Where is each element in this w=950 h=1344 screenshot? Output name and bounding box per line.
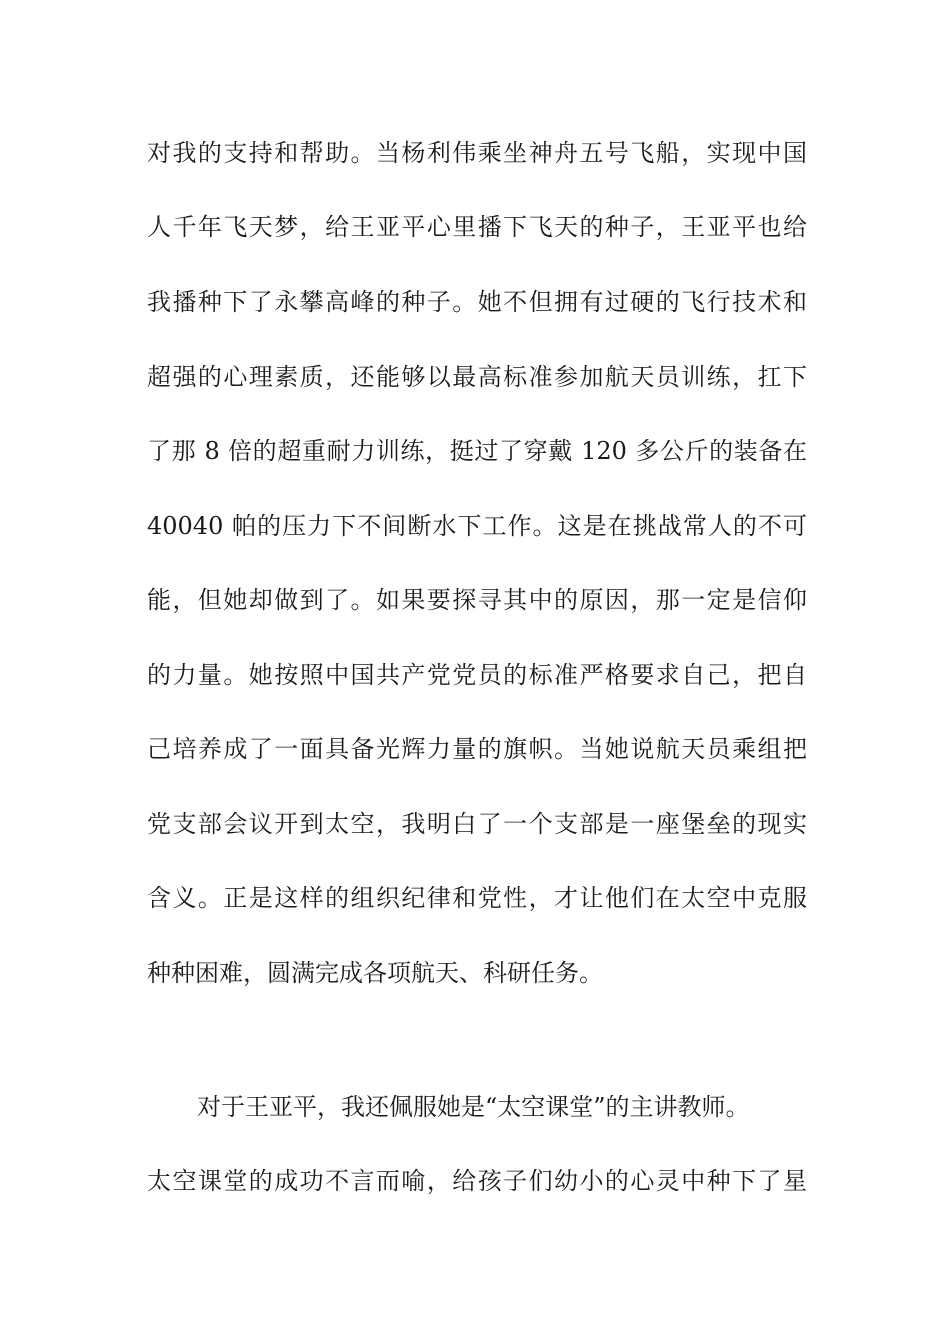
paragraph-1-line-10: 党支部会议开到太空，我明白了一个支部是一座堡垒的现实	[147, 810, 807, 838]
paragraph-1-line-6: 40040 帕的压力下不间断水下工作。这是在挑战常人的不可	[147, 512, 807, 540]
paragraph-1-line-7: 能，但她却做到了。如果要探寻其中的原因，那一定是信仰	[147, 586, 807, 614]
paragraph-2-line-2: 太空课堂的成功不言而喻，给孩子们幼小的心灵中种下了星	[147, 1167, 807, 1195]
paragraph-1-line-2: 人千年飞天梦，给王亚平心里播下飞天的种子，王亚平也给	[147, 213, 807, 241]
paragraph-1-line-9: 己培养成了一面具备光辉力量的旗帜。当她说航天员乘组把	[147, 735, 807, 763]
paragraph-1-line-1: 对我的支持和帮助。当杨利伟乘坐神舟五号飞船，实现中国	[147, 139, 807, 167]
paragraph-1-line-5: 了那 8 倍的超重耐力训练，挺过了穿戴 120 多公斤的装备在	[147, 437, 807, 465]
paragraph-1-line-4: 超强的心理素质，还能够以最高标准参加航天员训练，扛下	[147, 363, 807, 391]
paragraph-1-line-12: 种种困难，圆满完成各项航天、科研任务。	[147, 959, 603, 987]
paragraph-1-line-8: 的力量。她按照中国共产党党员的标准严格要求自己，把自	[147, 661, 807, 689]
paragraph-1-line-11: 含义。正是这样的组织纪律和党性，才让他们在太空中克服	[147, 884, 807, 912]
paragraph-1-line-3: 我播种下了永攀高峰的种子。她不但拥有过硬的飞行技术和	[147, 288, 807, 316]
paragraph-2-line-1: 对于王亚平，我还佩服她是“太空课堂”的主讲教师。	[197, 1093, 750, 1121]
